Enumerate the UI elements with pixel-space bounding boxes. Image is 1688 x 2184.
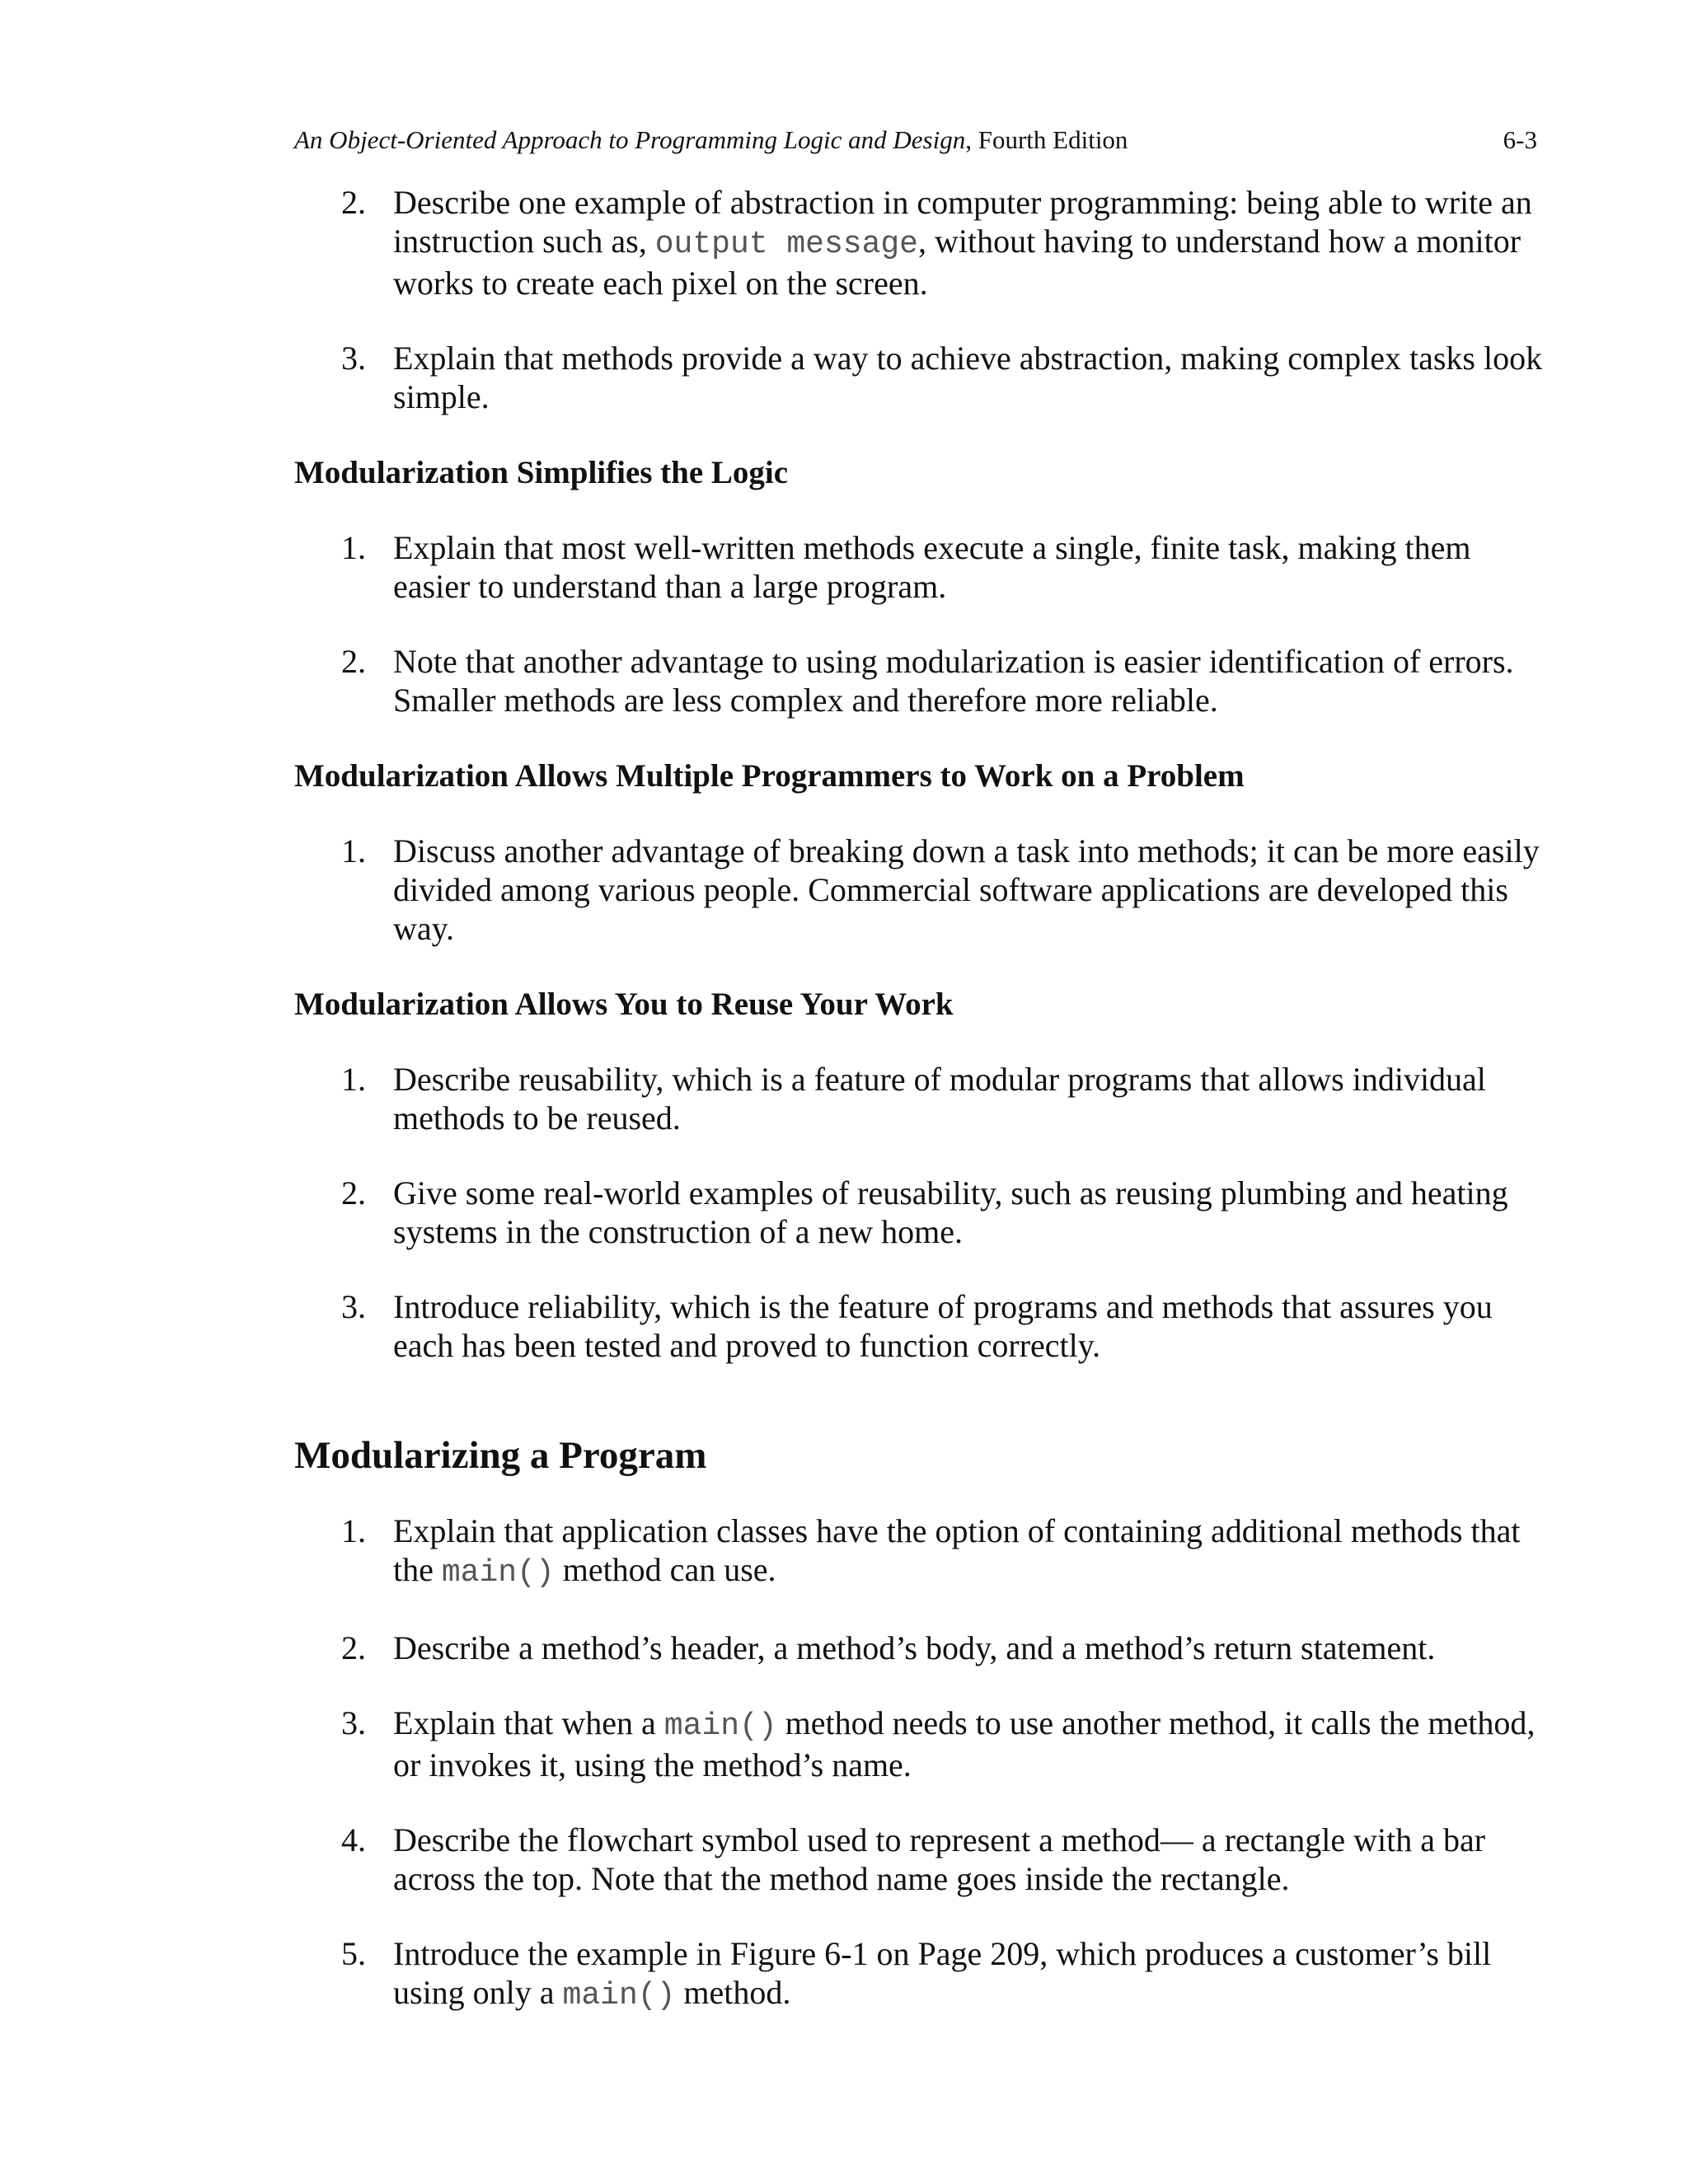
list-item-text: Describe the flowchart symbol used to represent a method— a rectangle with a bar across the top. Note that the method name goes inside the rectangle. — [393, 1821, 1486, 1897]
list-item-text: Discuss another advantage of breaking down a task into methods; it can be more easily divided among various people. Commercial software applications are developed this way. — [393, 832, 1540, 947]
running-header — [294, 124, 1537, 157]
book-title: An Object-Oriented Approach to Programming Logic and Design — [294, 125, 966, 154]
list-item-number: 2. — [341, 1174, 366, 1212]
list-item-text — [393, 183, 1547, 302]
list-item-text — [393, 1704, 1547, 1784]
list-item-text: Describe reusability, which is a feature of modular programs that allows individual methods to be reused. — [393, 1061, 1486, 1137]
text-segment: Describe one example of abstraction in computer programming: being able to write an instruction such as, — [393, 184, 1532, 260]
list-item-number: 1. — [341, 1512, 366, 1549]
list-item — [294, 1629, 1547, 1667]
list-item — [294, 183, 1547, 302]
list-item — [294, 1511, 1547, 1592]
list-item — [294, 1287, 1547, 1365]
list-item — [294, 1934, 1547, 2015]
code-snippet: output message — [654, 227, 918, 262]
page-number: 6-3 — [1503, 125, 1537, 154]
list-item — [294, 832, 1547, 948]
subsection-heading: Modularization Allows Multiple Programmers to Work on a Problem — [294, 758, 1245, 794]
code-snippet: main() — [441, 1555, 555, 1591]
page-content — [294, 183, 1547, 2015]
list-item-text: Note that another advantage to using modularization is easier identification of errors. Smaller methods are less complex and therefore more reliable. — [393, 643, 1514, 719]
list-item-number: 1. — [341, 832, 366, 869]
list-item-text — [393, 1934, 1547, 2015]
text-segment: Introduce the example in Figure 6-1 on Page 209, which produces a customer’s bill using only a — [393, 1935, 1492, 2011]
subsection-heading: Modularization Allows You to Reuse Your Work — [294, 987, 954, 1022]
list-item-number: 2. — [341, 184, 366, 221]
list-item — [294, 1704, 1547, 1784]
list-item-number: 1. — [341, 529, 366, 566]
list-item-text: Describe a method’s header, a method’s body, and a method’s return statement. — [393, 1629, 1436, 1666]
list-item-number: 2. — [341, 643, 366, 680]
list-item-text: Explain that most well-written methods execute a single, finite task, making them easier to understand than a large program. — [393, 529, 1471, 605]
list-item — [294, 1060, 1547, 1137]
list-item-text — [393, 1511, 1547, 1592]
list-item — [294, 1174, 1547, 1251]
list-item-number: 5. — [341, 1935, 366, 1972]
list-item — [294, 1821, 1547, 1898]
text-segment: Explain that application classes have the option of containing additional methods that the — [393, 1512, 1521, 1588]
edition-label: , Fourth Edition — [965, 125, 1128, 154]
code-snippet: main() — [663, 1708, 777, 1744]
list-item-number: 3. — [341, 1704, 366, 1741]
list-item-number: 4. — [341, 1821, 366, 1858]
list-item-number: 3. — [341, 340, 366, 377]
list-item-text: Give some real-world examples of reusability, such as reusing plumbing and heating systems in the construction of a new home. — [393, 1174, 1508, 1250]
list-item-number: 3. — [341, 1288, 366, 1325]
section-heading: Modularizing a Program — [294, 1434, 707, 1477]
subsection-heading: Modularization Simplifies the Logic — [294, 455, 789, 490]
code-snippet: main() — [562, 1978, 676, 2013]
text-segment: method. — [675, 1974, 791, 2011]
text-segment: Explain that when a — [393, 1704, 664, 1741]
text-segment: method can use. — [554, 1551, 776, 1588]
list-item — [294, 528, 1547, 606]
list-item-number: 2. — [341, 1629, 366, 1666]
list-item-text: Introduce reliability, which is the feature of programs and methods that assures you each has been tested and proved to function correctly. — [393, 1288, 1493, 1364]
list-item-text: Explain that methods provide a way to achieve abstraction, making complex tasks look simple. — [393, 340, 1543, 415]
text-segment: method needs to use another method, it calls the method, or invokes it, using the method’s name. — [393, 1704, 1536, 1783]
list-item — [294, 339, 1547, 416]
list-item — [294, 642, 1547, 719]
list-item-number: 1. — [341, 1061, 366, 1098]
text-segment: , without having to understand how a monitor works to create each pixel on the screen. — [393, 223, 1522, 302]
